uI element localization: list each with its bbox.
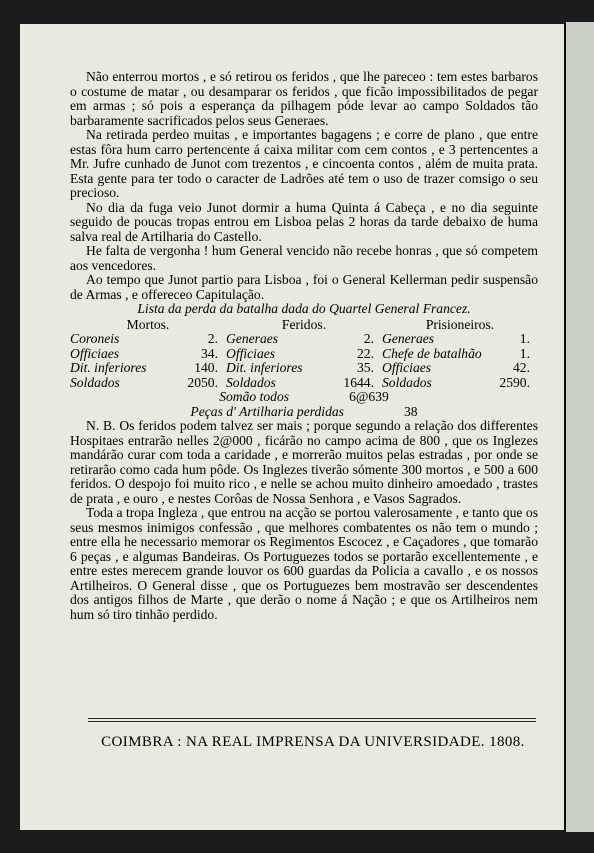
table-row (226, 332, 382, 347)
row-value: 2. (207, 331, 218, 346)
table-column-mortos (70, 318, 226, 391)
paragraph: Não enterrou mortos , e só retirou os feridos , que lhe pareceo : tem estes barbaros o costume de matar , ou desamparar os feridos , que ficão impossibilitados de pegar em armas ; só pois a esperança da pilhagem póde levar ao campo Soldados tão barbaramente sacrificados pelos seus Generaes. (70, 69, 538, 128)
artillery-value: 38 (403, 403, 418, 419)
row-value: 140. (194, 360, 218, 375)
row-label: Soldados (226, 374, 276, 390)
row-label: Chefe de batalhão (382, 345, 482, 361)
total-value: 6@639 (349, 389, 389, 404)
artillery-label: Peças d' Artilharia perdidas (190, 403, 344, 419)
column-heading: Feridos. (281, 316, 327, 332)
row-label: Soldados (70, 374, 120, 390)
total-row (70, 390, 538, 405)
table-row (226, 361, 382, 376)
table-column-feridos (226, 318, 382, 391)
table-row (226, 347, 382, 362)
total-label: Somão todos (219, 389, 290, 404)
row-value: 1. (519, 331, 530, 346)
row-value: 42. (513, 360, 530, 375)
table-row (70, 347, 226, 362)
row-label: Generaes (382, 331, 435, 346)
row-value: 22. (357, 345, 374, 361)
row-label: Soldados (382, 374, 432, 390)
facing-page-strip (566, 22, 594, 832)
imprint-line: COIMBRA : NA REAL IMPRENSA DA UNIVERSIDADE. 1808. (101, 734, 525, 750)
table-row (382, 376, 538, 391)
row-label: Coroneis (70, 331, 120, 346)
table-row (382, 361, 538, 376)
row-value: 35. (357, 360, 374, 375)
table-row (382, 347, 538, 362)
loss-table (70, 318, 538, 391)
paragraph: Toda a tropa Ingleza , que entrou na acção se portou valerosamente , e tanto que os seus mesmos inimigos confessão , que melhores combatentes os não tem o mundo ; entre ella he necessario memorar os Regimentos Escocez , e Caçadores , que tomarão 6 peças , e algumas Bandeiras. Os Portuguezes todos se portarão excellentemente , e entre estes merecem grande louvor os 600 guardas da Policia a cavallo , e os nossos Artilheiros. O General disse , que os Portuguezes bem mostravão ser descendentes dos antigos filhos de Marte , que derão o nome á Nação ; e que os Artilheiros nem hum só tiro tinhão perdido. (70, 505, 538, 622)
body-text (70, 70, 538, 622)
paragraph: He falta de vergonha ! hum General vencido não recebe honras , que só competem aos vencedores. (70, 243, 538, 273)
table-row (70, 376, 226, 391)
artillery-row (70, 405, 538, 420)
table-column-prisioneiros (382, 318, 538, 391)
row-label: Officiaes (226, 345, 276, 361)
row-value: 1644. (343, 374, 374, 390)
table-row (382, 332, 538, 347)
row-label: Dit. inferiores (70, 360, 147, 375)
row-value: 1. (519, 345, 530, 361)
row-value: 2590. (499, 374, 530, 390)
paragraph: Na retirada perdeo muitas , e importantes bagagens ; e corre de plano , que entre estas fôra hum carro pertencente á caixa militar com cem contos , e 3 pertencentes a Mr. Jufre cunhado de Junot com trezentos , e cincoenta contos , além de muita prata. Esta gente para ter todo o caracter de Ladrões até tem o uso de trazer comsigo o seu precioso. (70, 127, 538, 200)
paragraph: No dia da fuga veio Junot dormir a huma Quinta á Cabeça , e no dia seguinte seguido de poucas tropas entrou em Lisboa pelas 2 horas da tarde debaixo de huma salva real de Artilharia do Castello. (70, 199, 538, 244)
imprint-rule (88, 721, 536, 722)
row-label: Officiaes (382, 360, 432, 375)
column-heading: Mortos. (126, 316, 170, 332)
table-row (70, 332, 226, 347)
loss-table-title: Lista da perda da batalha dada do Quartel General Francez. (137, 301, 471, 316)
row-label: Generaes (226, 331, 279, 346)
table-row (226, 376, 382, 391)
row-value: 2050. (187, 374, 218, 390)
row-label: Dit. inferiores (226, 360, 303, 375)
column-heading: Prisioneiros. (425, 316, 495, 332)
row-label: Officiaes (70, 345, 120, 361)
paragraph: Ao tempo que Junot partio para Lisboa , foi o General Kellerman pedir suspensão de Armas , e offereceo Capitulação. (70, 272, 538, 302)
row-value: 34. (201, 345, 218, 361)
imprint-rule (88, 718, 536, 719)
paragraph: N. B. Os feridos podem talvez ser mais ; porque segundo a relação dos differentes Hospitaes entrarão nelles 2@000 , ficárão no campo acima de 800 , que os Inglezes mandárão curar com toda a caridade , e morrerão muitos pelas estradas , por onde se retirarão como cada hum pôde. Os Inglezes tiverão sómente 300 mortos , e 500 a 600 feridos. O despojo foi muito rico , e nelle se achou muito dinheiro amoedado , trastes de prata , e ouro , e nestes Corôas de Nossa Senhora , e Vasos Sagrados. (70, 418, 538, 506)
row-value: 2. (363, 331, 374, 346)
table-row (70, 361, 226, 376)
